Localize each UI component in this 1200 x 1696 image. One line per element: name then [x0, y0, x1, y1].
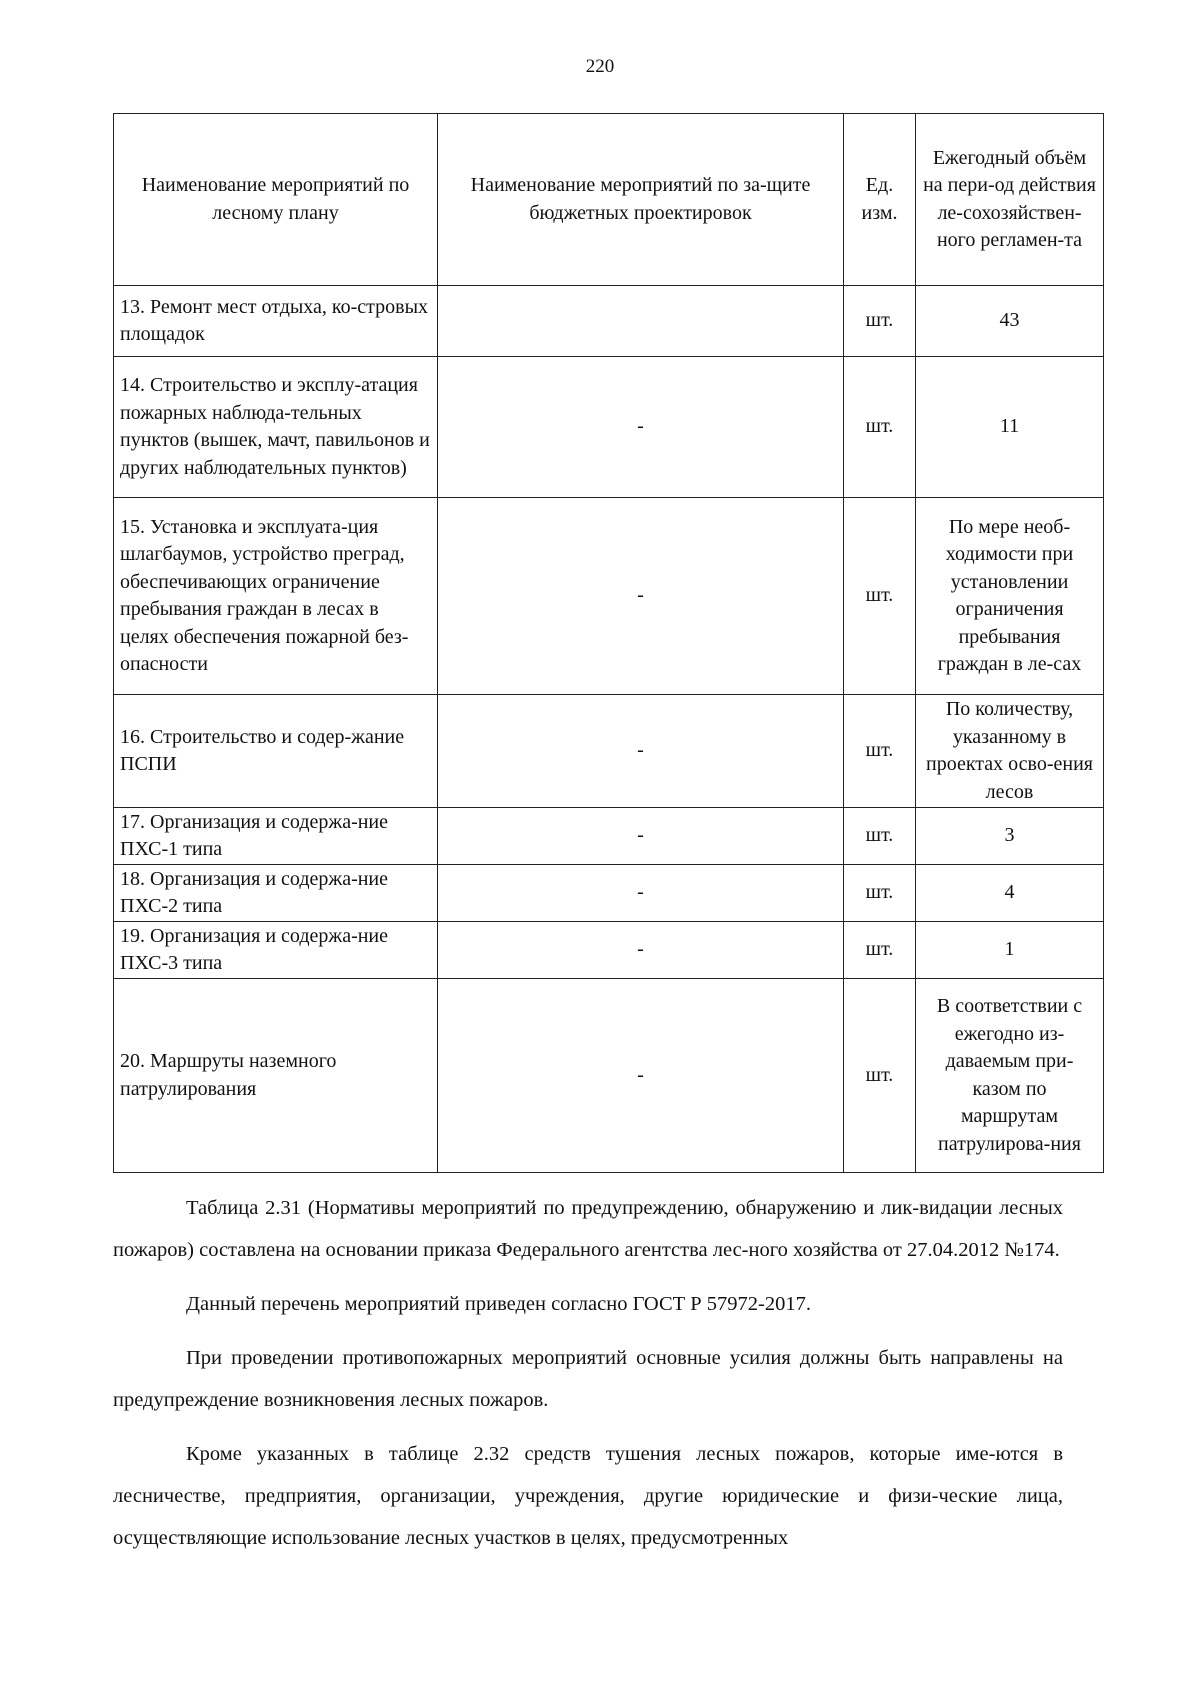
paragraph-table-source: Таблица 2.31 (Нормативы мероприятий по предупреждению, обнаружению и лик-видации лесных пожаров) составлена на основании приказа Федерального агентства лес-ного хозяйства от 27.04.2012 №174. [113, 1197, 1063, 1261]
row-unit: шт. [844, 922, 916, 979]
row-name: 20. Маршруты наземного патрулирования [114, 979, 438, 1173]
header-volume: Ежегодный объём на пери-од действия ле-сохозяйствен-ного регламен-та [916, 114, 1104, 286]
table-row [114, 695, 1104, 808]
row-name: 16. Строительство и содер-жание ПСПИ [114, 695, 438, 808]
paragraph-extinguishing-means: Кроме указанных в таблице 2.32 средств тушения лесных пожаров, которые име-ются в лесничестве, предприятия, организации, учреждения, другие юридические и физи-ческие лица, осуществляющие использование лесных участков в целях, предусмотренных [113, 1443, 1063, 1549]
row-unit: шт. [844, 979, 916, 1173]
row-protection [438, 286, 844, 357]
table-row [114, 865, 1104, 922]
paragraph-prevention: При проведении противопожарных мероприятий основные усилия должны быть направлены на предупреждение возникновения лесных пожаров. [113, 1347, 1063, 1411]
row-unit: шт. [844, 808, 916, 865]
row-volume: 1 [916, 922, 1104, 979]
row-unit: шт. [844, 695, 916, 808]
table-row [114, 286, 1104, 357]
measures-table [113, 113, 1104, 1173]
row-unit: шт. [844, 865, 916, 922]
row-protection: - [438, 695, 844, 808]
row-volume: 3 [916, 808, 1104, 865]
row-protection: - [438, 498, 844, 695]
table-row [114, 357, 1104, 498]
row-volume: 11 [916, 357, 1104, 498]
table-row [114, 808, 1104, 865]
row-name: 17. Организация и содержа-ние ПХС-1 типа [114, 808, 438, 865]
row-name: 14. Строительство и эксплу-атация пожарных наблюда-тельных пунктов (вышек, мачт, павильонов и других наблюдательных пунктов) [114, 357, 438, 498]
table-header-row [114, 114, 1104, 286]
body-text [113, 1187, 1063, 1559]
row-protection: - [438, 979, 844, 1173]
row-protection: - [438, 808, 844, 865]
row-name: 19. Организация и содержа-ние ПХС-3 типа [114, 922, 438, 979]
row-volume: 43 [916, 286, 1104, 357]
row-name: 18. Организация и содержа-ние ПХС-2 типа [114, 865, 438, 922]
paragraph-gost: Данный перечень мероприятий приведен согласно ГОСТ Р 57972-2017. [186, 1293, 812, 1315]
table-row [114, 922, 1104, 979]
table-row [114, 498, 1104, 695]
row-name: 15. Установка и эксплуата-ция шлагбаумов, устройство преград, обеспечивающих ограничение пребывания граждан в лесах в целях обеспечения пожарной без-опасности [114, 498, 438, 695]
header-unit: Ед. изм. [844, 114, 916, 286]
table-row [114, 979, 1104, 1173]
row-protection: - [438, 922, 844, 979]
row-name: 13. Ремонт мест отдыха, ко-стровых площадок [114, 286, 438, 357]
row-volume: В соответствии с ежегодно из-даваемым при-казом по маршрутам патрулирова-ния [916, 979, 1104, 1173]
page-number: 220 [585, 56, 615, 77]
row-unit: шт. [844, 286, 916, 357]
header-protection: Наименование мероприятий по за-щите бюджетных проектировок [438, 114, 844, 286]
row-volume: По мере необ-ходимости при установлении ограничения пребывания граждан в ле-сах [916, 498, 1104, 695]
row-unit: шт. [844, 357, 916, 498]
row-protection: - [438, 865, 844, 922]
row-volume: 4 [916, 865, 1104, 922]
row-volume: По количеству, указанному в проектах осво-ения лесов [916, 695, 1104, 808]
header-name: Наименование мероприятий по лесному плану [114, 114, 438, 286]
row-unit: шт. [844, 498, 916, 695]
row-protection: - [438, 357, 844, 498]
